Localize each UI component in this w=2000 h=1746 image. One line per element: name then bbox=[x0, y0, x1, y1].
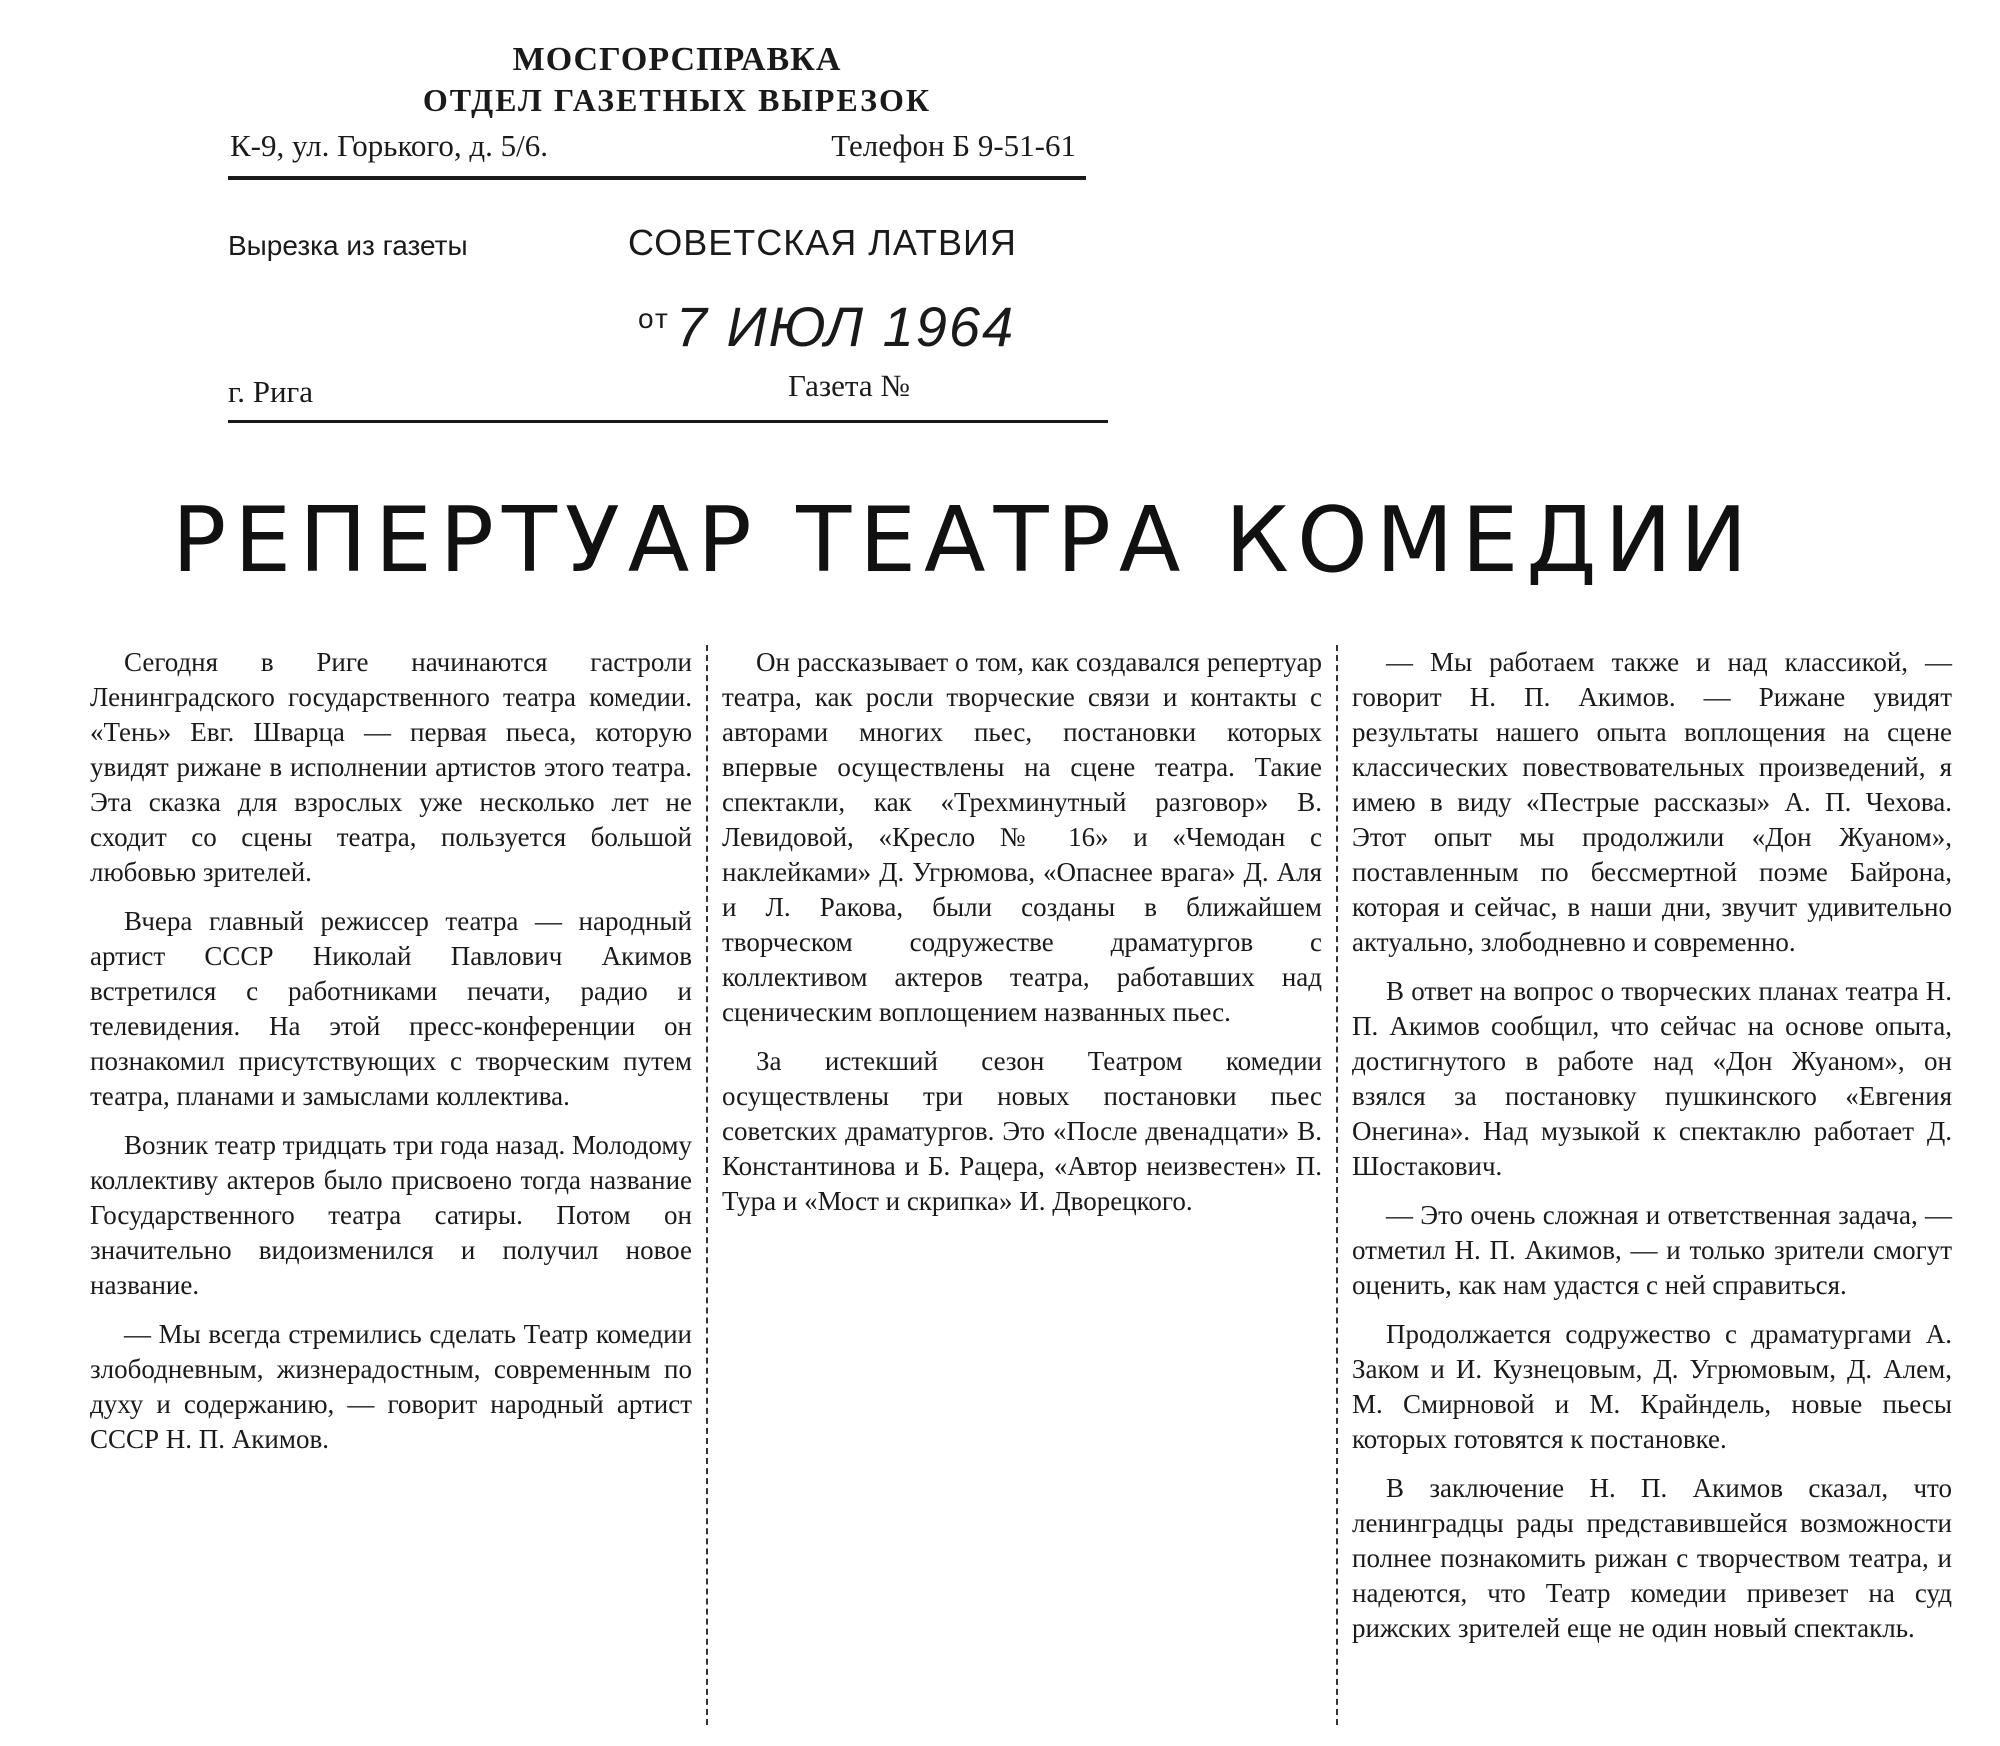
column-3 bbox=[1336, 645, 1966, 1725]
agency-name: МОСГОРСПРАВКА bbox=[512, 41, 842, 78]
paragraph: Сегодня в Риге начинаются гастроли Ленинградского государственного театра комедии. «Тень» Евг. Шварца — первая пьеса, которую увидят рижане в исполнении артистов этого театра. Эта сказка для взрослых уже несколько лет не сходит со сцены театра, пользуется большой любовью зрителей. bbox=[90, 647, 692, 887]
paragraph: Продолжается содружество с драматургами А. Заком и И. Кузнецовым, Д. Угрюмовым, Д. Алем, М. Смирновой и М. Крайндель, новые пьесы которых готовятся к постановке. bbox=[1352, 1319, 1952, 1454]
header-rule-bottom bbox=[228, 420, 1108, 423]
department-name: ОТДЕЛ ГАЗЕТНЫХ ВЫРЕЗОК bbox=[422, 82, 932, 118]
clipping-source-row bbox=[228, 222, 1086, 264]
paragraph: В заключение Н. П. Акимов сказал, что ленинградцы рады представившейся возможности полнее познакомить рижан с творчеством театра, и надеются, что Театр комедии привезет на суд рижских зрителей еще не один новый спектакль. bbox=[1352, 1473, 1952, 1643]
paragraph: За истекший сезон Театром комедии осуществлены три новых постановки пьес советских драматургов. Это «После двенадцати» В. Константинова и Б. Рацера, «Автор неизвестен» П. Тура и «Мост и скрипка» И. Дворецкого. bbox=[722, 1046, 1322, 1216]
issue-label: Газета № bbox=[788, 368, 910, 403]
paragraph: Вчера главный режиссер театра — народный артист СССР Николай Павлович Акимов встретился с работниками печати, радио и телевидения. На этой пресс-конференции он познакомил присутствующих с творческим путем театра, планами и замыслами коллектива. bbox=[90, 906, 692, 1111]
article-body bbox=[76, 645, 1966, 1725]
clipping-label: Вырезка из газеты bbox=[228, 230, 468, 261]
column-1 bbox=[76, 645, 706, 1725]
paragraph: — Мы всегда стремились сделать Театр комедии злободневным, жизнерадостным, современным по духу и содержанию, — говорит народный артист СССР Н. П. Акимов. bbox=[90, 1319, 692, 1454]
address: К-9, ул. Горького, д. 5/6. bbox=[230, 128, 549, 163]
city: г. Рига bbox=[228, 374, 314, 409]
date-row bbox=[228, 264, 1086, 374]
paragraph: Он рассказывает о том, как создавался репертуар театра, как росли творческие связи и контакты с авторами многих пьес, постановки которых впервые осуществлены на сцене театра. Такие спектакли, как «Трехминутный разговор» В. Левидовой, «Кресло № 16» и «Чемодан с наклейками» Д. Угрюмова, «Опаснее врага» Д. Аля и Л. Ракова, были созданы в ближайшем творческом содружестве драматургов с коллективом актеров театра, работавших над сценическим воплощением названных пьес. bbox=[722, 647, 1322, 1027]
clipping-header bbox=[228, 40, 1086, 423]
column-2 bbox=[706, 645, 1336, 1725]
paragraph: В ответ на вопрос о творческих планах театра Н. П. Акимов сообщил, что сейчас на основе опыта, достигнутого в работе над «Дон Жуаном», он взялся за постановку пушкинского «Евгения Онегина». Над музыкой к спектаклю работает Д. Шостакович. bbox=[1352, 976, 1952, 1181]
phone: Телефон Б 9-51-61 bbox=[831, 128, 1076, 163]
date-stamp bbox=[638, 294, 1015, 359]
date-value: 7 ИЮЛ 1964 bbox=[675, 295, 1016, 358]
newspaper-name: СОВЕТСКАЯ ЛАТВИЯ bbox=[628, 222, 1017, 263]
address-row bbox=[228, 128, 1086, 164]
city-row bbox=[228, 368, 1086, 414]
article-headline: РЕПЕРТУАР ТЕАТРА КОМЕДИИ bbox=[172, 488, 1756, 593]
date-prefix: от bbox=[638, 303, 670, 334]
paragraph: — Мы работаем также и над классикой, — говорит Н. П. Акимов. — Рижане увидят результаты нашего опыта воплощения на сцене классических повествовательных произведений, я имею в виду «Пестрые рассказы» А. П. Чехова. Этот опыт мы продолжили «Дон Жуаном», поставленным по бессмертной поэме Байрона, которая и сейчас, в наши дни, звучит удивительно актуально, злободневно и современно. bbox=[1352, 647, 1952, 957]
paragraph: — Это очень сложная и ответственная задача, — отметил Н. П. Акимов, — и только зрители смогут оценить, как нам удастся с ней справиться. bbox=[1352, 1200, 1952, 1300]
paragraph: Возник театр тридцать три года назад. Молодому коллективу актеров было присвоено тогда название Государственного театра сатиры. Потом он значительно видоизменился и получил новое название. bbox=[90, 1130, 692, 1300]
header-rule bbox=[228, 176, 1086, 180]
